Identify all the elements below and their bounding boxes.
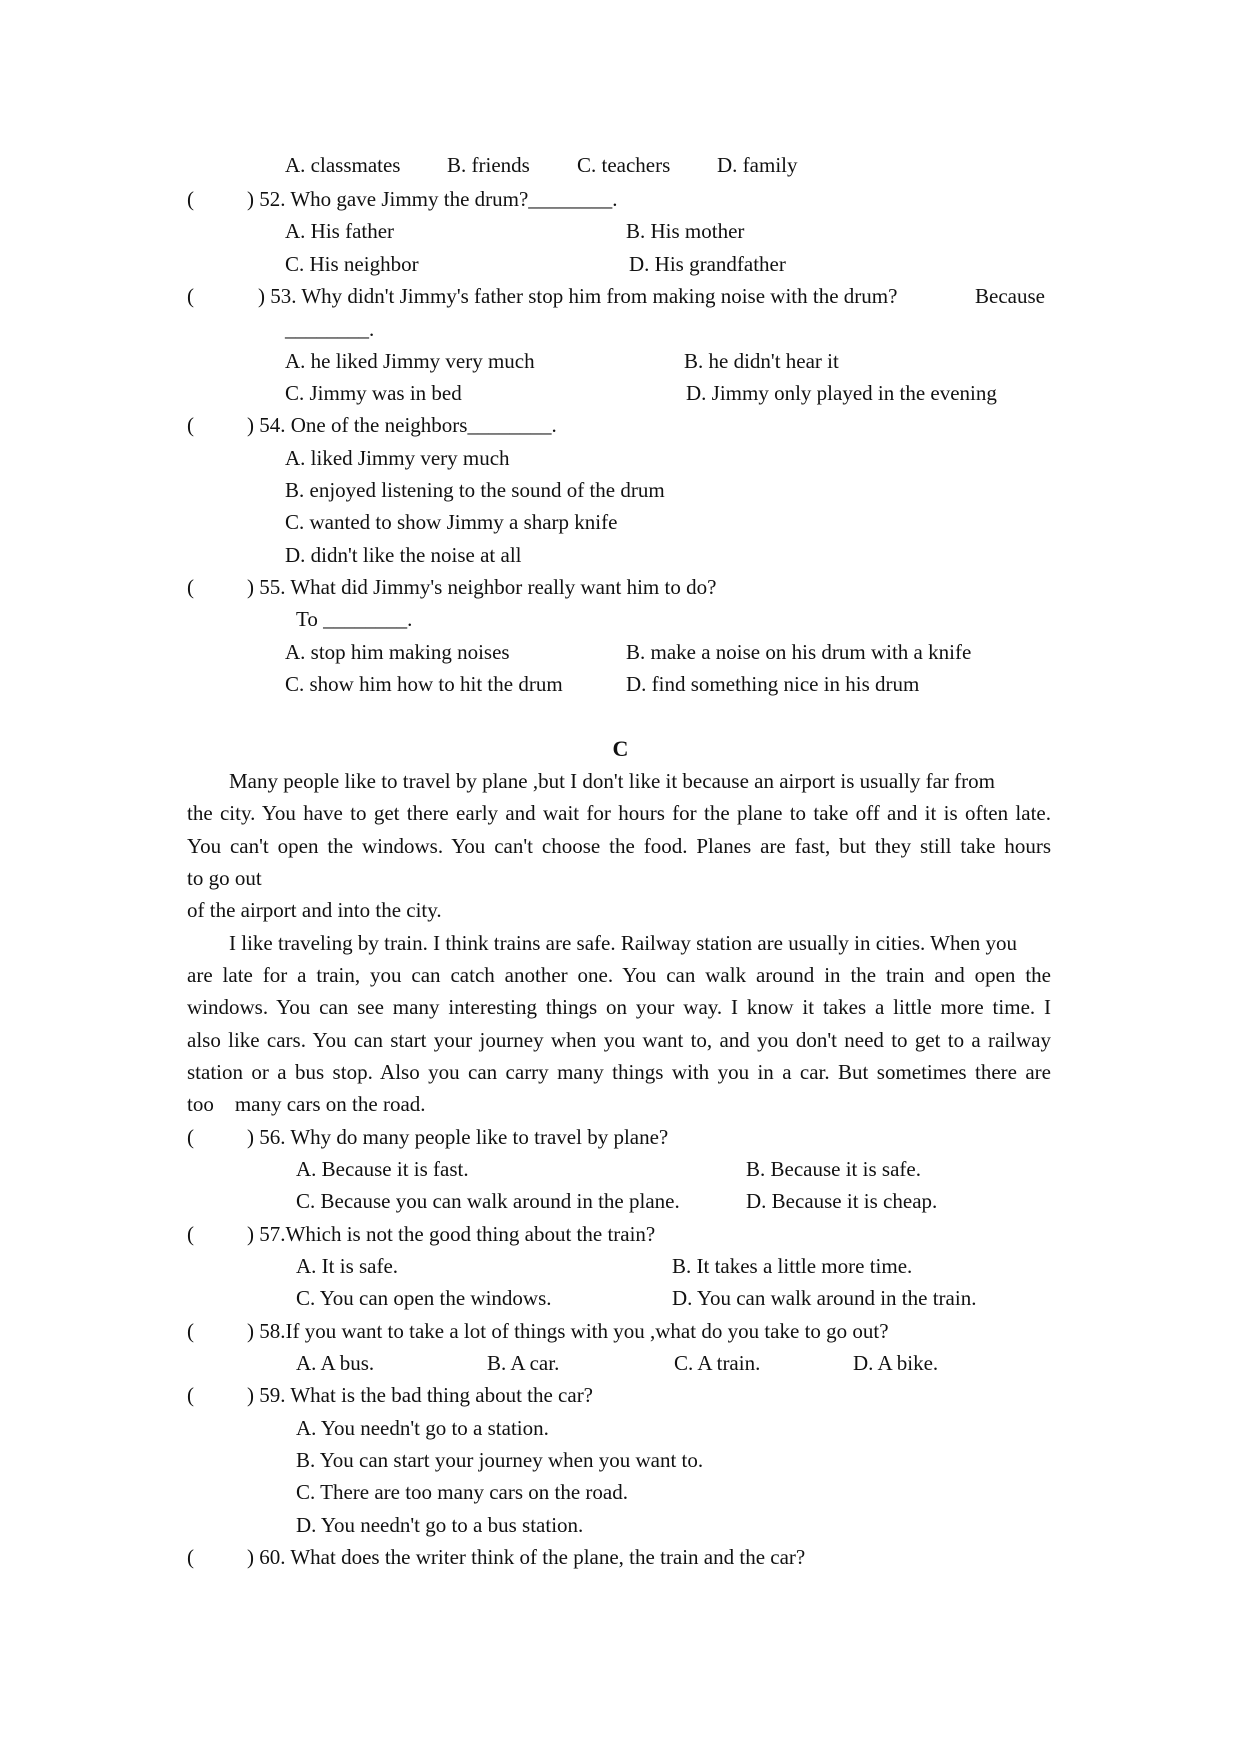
passage-p2-line6: too many cars on the road. bbox=[187, 1092, 426, 1116]
q52-option-d: D. His grandfather bbox=[629, 252, 786, 276]
passage-p2-line3: windows. You can see many interesting things on your way. I know it takes a little more time. I bbox=[187, 995, 1051, 1019]
q55-bracket: ( bbox=[187, 575, 194, 599]
q53-because: Because bbox=[975, 284, 1045, 308]
q55-to-blank: To ________. bbox=[296, 607, 413, 631]
q59-option-c: C. There are too many cars on the road. bbox=[296, 1480, 628, 1504]
q52-option-a: A. His father bbox=[285, 219, 395, 243]
q53-option-d: D. Jimmy only played in the evening bbox=[686, 381, 997, 405]
q58-question: ) 58.If you want to take a lot of things with you ,what do you take to go out? bbox=[247, 1319, 889, 1343]
q52-option-b: B. His mother bbox=[626, 219, 745, 243]
q60-bracket: ( bbox=[187, 1545, 194, 1569]
q53-bracket: ( bbox=[187, 284, 194, 308]
q55-option-a: A. stop him making noises bbox=[285, 640, 510, 664]
q53-question: ) 53. Why didn't Jimmy's father stop him from making noise with the drum? bbox=[258, 284, 898, 308]
q57-question: ) 57.Which is not the good thing about the train? bbox=[247, 1222, 656, 1246]
q53-blank: ________. bbox=[285, 317, 375, 341]
passage-p2-line2: are late for a train, you can catch another one. You can walk around in the train and open the bbox=[187, 963, 1051, 987]
passage-p2-line5: station or a bus stop. Also you can carry many things with you in a car. But sometimes there are bbox=[187, 1060, 1051, 1084]
q55-option-d: D. find something nice in his drum bbox=[626, 672, 920, 696]
q52-bracket: ( bbox=[187, 187, 194, 211]
passage-p1-line5: of the airport and into the city. bbox=[187, 898, 442, 922]
q52-option-c: C. His neighbor bbox=[285, 252, 419, 276]
q57-option-a: A. It is safe. bbox=[296, 1254, 399, 1278]
q54-option-d: D. didn't like the noise at all bbox=[285, 543, 522, 567]
q54-bracket: ( bbox=[187, 413, 194, 437]
q54-option-b: B. enjoyed listening to the sound of the drum bbox=[285, 478, 665, 502]
passage-p2-line4: also like cars. You can start your journey when you want to, and you don't need to get to a railway bbox=[187, 1028, 1051, 1052]
q58-option-a: A. A bus. bbox=[296, 1351, 375, 1375]
q52-question: ) 52. Who gave Jimmy the drum?________. bbox=[247, 187, 618, 211]
q59-option-b: B. You can start your journey when you want to. bbox=[296, 1448, 704, 1472]
q56-option-c: C. Because you can walk around in the plane. bbox=[296, 1189, 680, 1213]
q56-option-a: A. Because it is fast. bbox=[296, 1157, 469, 1181]
passage-p1-line2: the city. You have to get there early and wait for hours for the plane to take off and it is often late. bbox=[187, 801, 1051, 825]
q58-bracket: ( bbox=[187, 1319, 194, 1343]
section-c-heading: C bbox=[612, 736, 629, 761]
q60-question: ) 60. What does the writer think of the plane, the train and the car? bbox=[247, 1545, 806, 1569]
q53-option-c: C. Jimmy was in bed bbox=[285, 381, 462, 405]
q54-option-c: C. wanted to show Jimmy a sharp knife bbox=[285, 510, 618, 534]
q57-option-b: B. It takes a little more time. bbox=[672, 1254, 913, 1278]
q59-bracket: ( bbox=[187, 1383, 194, 1407]
q51-option-b: B. friends bbox=[447, 153, 530, 177]
q55-question: ) 55. What did Jimmy's neighbor really want him to do? bbox=[247, 575, 717, 599]
q54-option-a: A. liked Jimmy very much bbox=[285, 446, 510, 470]
q56-option-d: D. Because it is cheap. bbox=[746, 1189, 938, 1213]
q54-question: ) 54. One of the neighbors________. bbox=[247, 413, 557, 437]
q56-option-b: B. Because it is safe. bbox=[746, 1157, 921, 1181]
q56-bracket: ( bbox=[187, 1125, 194, 1149]
passage-p1-line4: to go out bbox=[187, 866, 262, 890]
q58-option-c: C. A train. bbox=[674, 1351, 761, 1375]
q51-option-d: D. family bbox=[717, 153, 798, 177]
q57-option-c: C. You can open the windows. bbox=[296, 1286, 552, 1310]
q53-option-b: B. he didn't hear it bbox=[684, 349, 839, 373]
q58-option-d: D. A bike. bbox=[853, 1351, 939, 1375]
q58-option-b: B. A car. bbox=[487, 1351, 560, 1375]
q59-option-d: D. You needn't go to a bus station. bbox=[296, 1513, 584, 1537]
q56-question: ) 56. Why do many people like to travel by plane? bbox=[247, 1125, 669, 1149]
q51-option-a: A. classmates bbox=[285, 153, 401, 177]
passage-p1-line1: Many people like to travel by plane ,but I don't like it because an airport is usually far from bbox=[229, 769, 995, 793]
q53-option-a: A. he liked Jimmy very much bbox=[285, 349, 535, 373]
q51-option-c: C. teachers bbox=[577, 153, 671, 177]
q59-question: ) 59. What is the bad thing about the car? bbox=[247, 1383, 594, 1407]
q57-bracket: ( bbox=[187, 1222, 194, 1246]
q57-option-d: D. You can walk around in the train. bbox=[672, 1286, 977, 1310]
q55-option-b: B. make a noise on his drum with a knife bbox=[626, 640, 972, 664]
passage-p1-line3: You can't open the windows. You can't choose the food. Planes are fast, but they still take hours bbox=[187, 834, 1051, 858]
q59-option-a: A. You needn't go to a station. bbox=[296, 1416, 549, 1440]
passage-p2-line1: I like traveling by train. I think trains are safe. Railway station are usually in cities. When you bbox=[229, 931, 1018, 955]
q55-option-c: C. show him how to hit the drum bbox=[285, 672, 563, 696]
